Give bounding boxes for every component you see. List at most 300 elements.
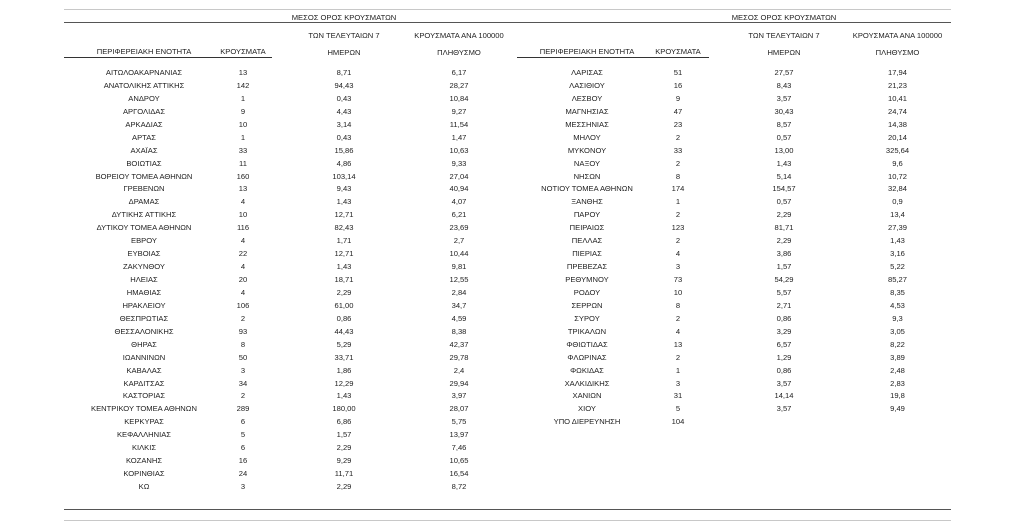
cell-per: 4,53	[890, 300, 905, 310]
cell-region: ΧΙΟΥ	[578, 404, 596, 414]
table-row	[517, 261, 957, 274]
cell-avg: 94,43	[334, 80, 354, 90]
table-row	[64, 468, 519, 481]
header-region	[517, 40, 657, 67]
cell-avg: 3,57	[776, 404, 792, 414]
header-avg	[729, 5, 839, 67]
cell-cases: 11	[239, 158, 247, 168]
table-row	[517, 326, 957, 339]
cell-cases: 160	[236, 171, 250, 181]
cell-cases: 33	[238, 145, 248, 155]
table-row	[517, 378, 957, 391]
table-row	[517, 403, 957, 416]
cell-avg: 5,57	[776, 287, 792, 297]
header-avg-line2: ΤΩΝ ΤΕΛΕΥΤΑΙΩΝ 7	[308, 30, 380, 40]
cell-region: ΧΑΛΚΙΔΙΚΗΣ	[564, 378, 610, 388]
cell-cases: 34	[238, 378, 248, 388]
table-row	[64, 80, 519, 93]
cell-region: ΝΟΤΙΟΥ ΤΟΜΕΑ ΑΘΗΝΩΝ	[541, 184, 633, 194]
cell-cases: 4	[675, 249, 681, 259]
cell-region: ΗΜΑΘΙΑΣ	[126, 287, 162, 297]
cell-cases: 1	[675, 197, 681, 207]
table-row	[64, 455, 519, 468]
header-per-line1: ΚΡΟΥΣΜΑΤΑ ΑΝΑ 100000	[852, 30, 943, 40]
cell-avg: 3,57	[776, 378, 792, 388]
table-row	[64, 429, 519, 442]
cell-cases: 4	[240, 262, 246, 272]
cell-per: 17,94	[887, 68, 907, 77]
cell-region: ΠΑΡΟΥ	[573, 210, 601, 220]
cell-region: ΚΙΛΚΙΣ	[131, 443, 157, 453]
table-row	[517, 106, 957, 119]
cell-avg: 0,57	[776, 197, 792, 207]
cell-cases: 4	[675, 326, 681, 336]
cell-region: ΥΠΟ ΔΙΕΡΕΥΝΗΣΗ	[553, 417, 621, 427]
cell-avg: 0,43	[336, 93, 352, 103]
cell-region: ΖΑΚΥΝΘΟΥ	[123, 262, 165, 272]
cell-region: ΗΡΑΚΛΕΙΟΥ	[122, 300, 166, 310]
cell-per: 9,49	[890, 404, 905, 414]
cell-region: ΛΕΣΒΟΥ	[571, 93, 603, 103]
cell-cases: 1	[240, 93, 246, 103]
cell-per: 4,07	[451, 197, 467, 207]
cell-avg: 0,57	[776, 132, 792, 142]
cell-region: ΜΗΛΟΥ	[573, 132, 601, 142]
cell-per: 8,38	[451, 326, 467, 336]
cell-region: ΑΡΓΟΛΙΔΑΣ	[122, 106, 166, 116]
cell-avg: 0,86	[776, 313, 792, 323]
table-row	[64, 352, 519, 365]
cell-region: ΑΡΤΑΣ	[132, 132, 156, 142]
cell-cases: 1	[240, 132, 246, 142]
cell-per: 5,75	[451, 417, 467, 427]
table-row	[64, 171, 519, 184]
cell-region: ΘΕΣΣΑΛΟΝΙΚΗΣ	[114, 326, 174, 336]
cell-region: ΜΕΣΣΗΝΙΑΣ	[565, 119, 609, 129]
cell-region: ΚΕΡΚΥΡΑΣ	[124, 417, 164, 427]
cell-per: 325,64	[885, 145, 910, 155]
table-row	[517, 352, 957, 365]
cell-cases: 123	[671, 223, 685, 233]
table-row	[64, 196, 519, 209]
cell-region: ΡΕΘΥΜΝΟΥ	[565, 275, 609, 284]
cell-per: 10,41	[887, 93, 907, 103]
cell-region: ΔΡΑΜΑΣ	[128, 197, 160, 207]
cell-region: ΚΑΡΔΙΤΣΑΣ	[123, 378, 165, 388]
cell-cases: 1	[675, 365, 681, 375]
table-row	[517, 248, 957, 261]
cell-avg: 1,43	[336, 197, 352, 207]
cell-cases: 106	[236, 300, 250, 310]
cell-avg: 6,86	[336, 417, 352, 427]
table-row	[517, 132, 957, 145]
table-row	[64, 222, 519, 235]
cell-region: ΚΩ	[138, 482, 150, 491]
cell-avg: 3,86	[776, 249, 792, 259]
cell-avg: 154,57	[772, 184, 796, 194]
cell-per: 27,39	[887, 223, 907, 233]
cell-cases: 13	[238, 68, 248, 77]
cell-cases: 51	[673, 68, 683, 77]
table-row	[517, 196, 957, 209]
cell-per: 10,65	[449, 456, 469, 466]
cell-per: 29,94	[449, 378, 469, 388]
table-row	[64, 274, 519, 287]
cell-cases: 13	[673, 339, 683, 349]
cell-avg: 15,86	[334, 145, 354, 155]
cell-avg: 44,43	[334, 326, 354, 336]
header-region-label: ΠΕΡΙΦΕΡΕΙΑΚΗ ΕΝΟΤΗΤΑ	[517, 48, 657, 58]
header-per-line1: ΚΡΟΥΣΜΑΤΑ ΑΝΑ 100000	[414, 30, 504, 40]
cell-per: 21,23	[887, 80, 907, 90]
cell-cases: 33	[673, 145, 683, 155]
table-row	[64, 132, 519, 145]
cell-cases: 174	[671, 184, 685, 194]
cell-cases: 16	[238, 456, 248, 466]
cell-per: 34,7	[451, 300, 467, 310]
cell-avg: 2,29	[776, 236, 792, 246]
cell-cases: 2	[675, 210, 681, 220]
cell-region: ΦΛΩΡΙΝΑΣ	[567, 352, 607, 362]
cell-avg: 8,57	[776, 119, 792, 129]
cell-avg: 27,57	[774, 68, 794, 77]
table-row	[517, 80, 957, 93]
table-row	[517, 390, 957, 403]
cell-avg: 2,29	[336, 482, 352, 491]
cell-cases: 3	[240, 365, 246, 375]
cell-avg: 12,71	[334, 210, 354, 220]
table-row	[517, 287, 957, 300]
cell-region: ΠΡΕΒΕΖΑΣ	[566, 262, 608, 272]
cell-region: ΦΘΙΩΤΙΔΑΣ	[566, 339, 608, 349]
cell-per: 28,07	[449, 404, 469, 414]
cell-cases: 4	[240, 197, 246, 207]
table-row	[517, 416, 957, 429]
header-cases	[214, 40, 272, 67]
cell-region: ΛΑΡΙΣΑΣ	[571, 68, 603, 77]
cell-per: 42,37	[449, 339, 469, 349]
table-row	[64, 378, 519, 391]
cell-cases: 10	[238, 119, 248, 129]
cell-per: 9,3	[892, 313, 903, 323]
left-table-body	[64, 67, 519, 494]
cell-region: ΘΕΣΠΡΩΤΙΑΣ	[119, 313, 169, 323]
cell-avg: 12,29	[334, 378, 354, 388]
header-avg-line2: ΤΩΝ ΤΕΛΕΥΤΑΙΩΝ 7	[748, 30, 820, 40]
cell-cases: 93	[238, 326, 248, 336]
header-per	[840, 23, 955, 67]
cell-per: 6,21	[451, 210, 467, 220]
cell-region: ΚΕΦΑΛΛΗΝΙΑΣ	[116, 430, 172, 440]
table-row	[517, 222, 957, 235]
cell-per: 19,8	[890, 391, 905, 401]
cell-cases: 2	[240, 391, 246, 401]
cell-per: 27,04	[449, 171, 469, 181]
cell-avg: 0,86	[336, 313, 352, 323]
table-row	[517, 300, 957, 313]
cell-avg: 1,43	[336, 391, 352, 401]
cell-cases: 3	[675, 378, 681, 388]
cell-per: 2,83	[890, 378, 905, 388]
cell-region: ΑΡΚΑΔΙΑΣ	[125, 119, 163, 129]
cell-cases: 9	[675, 93, 681, 103]
cell-region: ΚΟΖΑΝΗΣ	[125, 456, 163, 466]
cell-avg: 82,43	[334, 223, 354, 233]
table-row	[64, 300, 519, 313]
cell-per: 1,43	[890, 236, 905, 246]
cell-avg: 13,00	[774, 145, 794, 155]
cell-avg: 1,71	[336, 236, 352, 246]
table-row	[517, 183, 957, 196]
cell-cases: 8	[675, 171, 681, 181]
cell-avg: 54,29	[774, 275, 794, 284]
cell-avg: 3,29	[776, 326, 792, 336]
cell-region: ΤΡΙΚΑΛΩΝ	[567, 326, 607, 336]
cell-region: ΧΑΝΙΩΝ	[572, 391, 602, 401]
cell-region: ΔΥΤΙΚΟΥ ΤΟΜΕΑ ΑΘΗΝΩΝ	[96, 223, 192, 233]
cell-cases: 24	[238, 469, 248, 479]
bottom-rule	[64, 509, 951, 510]
cell-per: 5,22	[890, 262, 905, 272]
cell-avg: 0,86	[776, 365, 792, 375]
table-row	[517, 93, 957, 106]
cell-avg: 4,43	[336, 106, 352, 116]
cell-cases: 4	[240, 287, 246, 297]
cell-per: 20,14	[887, 132, 907, 142]
table-row	[64, 209, 519, 222]
cell-cases: 2	[675, 132, 681, 142]
cell-avg: 14,14	[774, 391, 794, 401]
cell-avg: 1,43	[776, 158, 792, 168]
table-row	[64, 158, 519, 171]
table-row	[64, 93, 519, 106]
cell-region: ΚΑΣΤΟΡΙΑΣ	[122, 391, 166, 401]
cell-avg: 180,00	[332, 404, 356, 414]
cell-region: ΔΥΤΙΚΗΣ ΑΤΤΙΚΗΣ	[111, 210, 177, 220]
cell-per: 23,69	[449, 223, 469, 233]
cell-cases: 8	[675, 300, 681, 310]
table-row	[517, 145, 957, 158]
header-avg-line1: ΜΕΣΟΣ ΟΡΟΣ ΚΡΟΥΣΜΑΤΩΝ	[291, 13, 397, 23]
cell-region: ΕΥΒΟΙΑΣ	[127, 249, 161, 259]
cell-region: ΠΕΙΡΑΙΩΣ	[569, 223, 605, 233]
cell-region: ΜΑΓΝΗΣΙΑΣ	[565, 106, 609, 116]
cell-cases: 142	[236, 80, 250, 90]
cell-region: ΚΕΝΤΡΙΚΟΥ ΤΟΜΕΑ ΑΘΗΝΩΝ	[91, 404, 197, 414]
cell-per: 9,81	[451, 262, 467, 272]
cell-avg: 12,71	[334, 249, 354, 259]
right-table-header	[517, 13, 957, 67]
cell-avg: 8,71	[336, 68, 352, 77]
cell-cases: 22	[238, 249, 248, 259]
cell-cases: 23	[673, 119, 683, 129]
cell-avg: 2,71	[776, 300, 792, 310]
cell-cases: 2	[240, 313, 246, 323]
header-region	[64, 40, 224, 67]
cell-cases: 3	[675, 262, 681, 272]
cell-region: ΑΝΔΡΟΥ	[128, 93, 160, 103]
cell-avg: 18,71	[334, 275, 354, 284]
table-row	[517, 119, 957, 132]
header-avg	[289, 5, 399, 67]
table-row	[64, 390, 519, 403]
left-table	[64, 13, 519, 494]
cell-per: 10,44	[449, 249, 469, 259]
cell-cases: 73	[673, 275, 683, 284]
cell-per: 8,35	[890, 287, 905, 297]
cell-per: 9,33	[451, 158, 467, 168]
cell-cases: 6	[240, 443, 246, 453]
header-avg-line3: ΗΜΕΡΩΝ	[327, 48, 361, 58]
table-row	[64, 106, 519, 119]
header-per	[399, 23, 519, 67]
right-table-body	[517, 67, 957, 429]
cell-avg: 1,57	[336, 430, 352, 440]
cell-region: ΡΟΔΟΥ	[573, 287, 601, 297]
cell-region: ΝΗΣΩΝ	[573, 171, 601, 181]
cell-avg: 5,14	[776, 171, 792, 181]
cell-region: ΜΥΚΟΝΟΥ	[567, 145, 607, 155]
cell-region: ΑΙΤΩΛΟΑΚΑΡΝΑΝΙΑΣ	[105, 68, 183, 77]
cell-per: 24,74	[887, 106, 907, 116]
cell-per: 2,4	[453, 365, 465, 375]
cell-cases: 2	[675, 236, 681, 246]
table-row	[517, 158, 957, 171]
table-row	[64, 235, 519, 248]
header-cases-label: ΚΡΟΥΣΜΑΤΑ	[214, 48, 272, 58]
cell-cases: 50	[238, 352, 248, 362]
cell-region: ΦΩΚΙΔΑΣ	[570, 365, 604, 375]
table-row	[64, 481, 519, 494]
cell-per: 13,4	[890, 210, 905, 220]
table-row	[64, 365, 519, 378]
cell-avg: 30,43	[774, 106, 794, 116]
cell-per: 9,27	[451, 106, 467, 116]
header-cases-label: ΚΡΟΥΣΜΑΤΑ	[647, 48, 709, 58]
table-row	[517, 209, 957, 222]
cell-cases: 16	[673, 80, 683, 90]
cell-per: 12,55	[449, 275, 469, 284]
cell-region: ΠΙΕΡΙΑΣ	[572, 249, 602, 259]
cell-region: ΝΑΞΟΥ	[573, 158, 601, 168]
table-row	[517, 313, 957, 326]
cell-per: 7,46	[451, 443, 467, 453]
cell-cases: 20	[238, 275, 248, 284]
header-avg-line1: ΜΕΣΟΣ ΟΡΟΣ ΚΡΟΥΣΜΑΤΩΝ	[731, 13, 837, 23]
header-per-line2: ΠΛΗΘΥΣΜΟ	[875, 48, 920, 58]
table-row	[64, 248, 519, 261]
cell-region: ΕΒΡΟΥ	[131, 236, 157, 246]
cell-per: 29,78	[449, 352, 469, 362]
cell-avg: 9,29	[336, 456, 352, 466]
cell-avg: 61,00	[334, 300, 354, 310]
cell-per: 9,6	[892, 158, 903, 168]
cell-per: 16,54	[449, 469, 469, 479]
table-row	[517, 365, 957, 378]
cell-per: 2,48	[890, 365, 905, 375]
table-row	[64, 145, 519, 158]
cell-avg: 3,57	[776, 93, 792, 103]
cell-avg: 5,29	[336, 339, 352, 349]
header-cases	[647, 40, 709, 67]
table-row	[64, 313, 519, 326]
table-row	[64, 287, 519, 300]
cell-avg: 0,43	[336, 132, 352, 142]
cell-region: ΛΑΣΙΘΙΟΥ	[569, 80, 605, 90]
cell-cases: 8	[240, 339, 246, 349]
table-row	[64, 339, 519, 352]
cell-per: 3,97	[451, 391, 467, 401]
cell-avg: 2,29	[336, 287, 352, 297]
cell-avg: 11,71	[334, 469, 354, 479]
table-row	[517, 274, 957, 287]
cell-region: ΒΟΡΕΙΟΥ ΤΟΜΕΑ ΑΘΗΝΩΝ	[95, 171, 193, 181]
cell-avg: 3,14	[336, 119, 352, 129]
cell-per: 3,05	[890, 326, 905, 336]
cell-region: ΣΥΡΟΥ	[574, 313, 600, 323]
cell-avg: 1,86	[336, 365, 352, 375]
cell-cases: 104	[671, 417, 685, 427]
cell-cases: 289	[236, 404, 250, 414]
cell-per: 8,72	[451, 482, 467, 491]
cell-per: 1,47	[451, 132, 467, 142]
cell-cases: 6	[240, 417, 246, 427]
cell-region: ΚΑΒΑΛΑΣ	[126, 365, 162, 375]
cell-avg: 9,43	[336, 184, 352, 194]
cell-region: ΘΗΡΑΣ	[131, 339, 157, 349]
cell-region: ΒΟΙΩΤΙΑΣ	[126, 158, 162, 168]
cell-per: 14,38	[887, 119, 907, 129]
bottom-thin-rule	[64, 520, 951, 521]
cell-cases: 2	[675, 158, 681, 168]
cell-cases: 2	[675, 352, 681, 362]
cell-avg: 1,29	[776, 352, 792, 362]
table-row	[517, 171, 957, 184]
cell-avg: 1,57	[776, 262, 792, 272]
cell-per: 10,72	[887, 171, 907, 181]
table-row	[64, 403, 519, 416]
cell-cases: 10	[673, 287, 683, 297]
cell-cases: 2	[675, 313, 681, 323]
cell-per: 10,84	[449, 93, 469, 103]
cell-per: 2,84	[451, 287, 467, 297]
cell-per: 6,17	[451, 68, 467, 77]
cell-per: 40,94	[449, 184, 469, 194]
header-per-line2: ΠΛΗΘΥΣΜΟ	[437, 48, 481, 58]
table-row	[517, 67, 957, 80]
cell-per: 2,7	[453, 236, 465, 246]
cell-avg: 81,71	[774, 223, 794, 233]
cell-avg: 8,43	[776, 80, 792, 90]
cell-avg: 2,29	[776, 210, 792, 220]
cell-region: ΑΝΑΤΟΛΙΚΗΣ ΑΤΤΙΚΗΣ	[103, 80, 185, 90]
cell-per: 32,84	[887, 184, 907, 194]
cell-cases: 31	[673, 391, 683, 401]
cell-per: 0,9	[892, 197, 903, 207]
table-row	[64, 416, 519, 429]
cell-cases: 10	[238, 210, 248, 220]
header-region-label: ΠΕΡΙΦΕΡΕΙΑΚΗ ΕΝΟΤΗΤΑ	[64, 48, 224, 58]
cell-avg: 103,14	[332, 171, 356, 181]
header-avg-line3: ΗΜΕΡΩΝ	[767, 48, 801, 58]
cell-cases: 5	[675, 404, 681, 414]
cell-region: ΠΕΛΛΑΣ	[571, 236, 603, 246]
cell-per: 3,89	[890, 352, 905, 362]
cell-region: ΞΑΝΘΗΣ	[571, 197, 603, 207]
cell-avg: 2,29	[336, 443, 352, 453]
table-row	[517, 339, 957, 352]
cell-cases: 47	[673, 106, 683, 116]
